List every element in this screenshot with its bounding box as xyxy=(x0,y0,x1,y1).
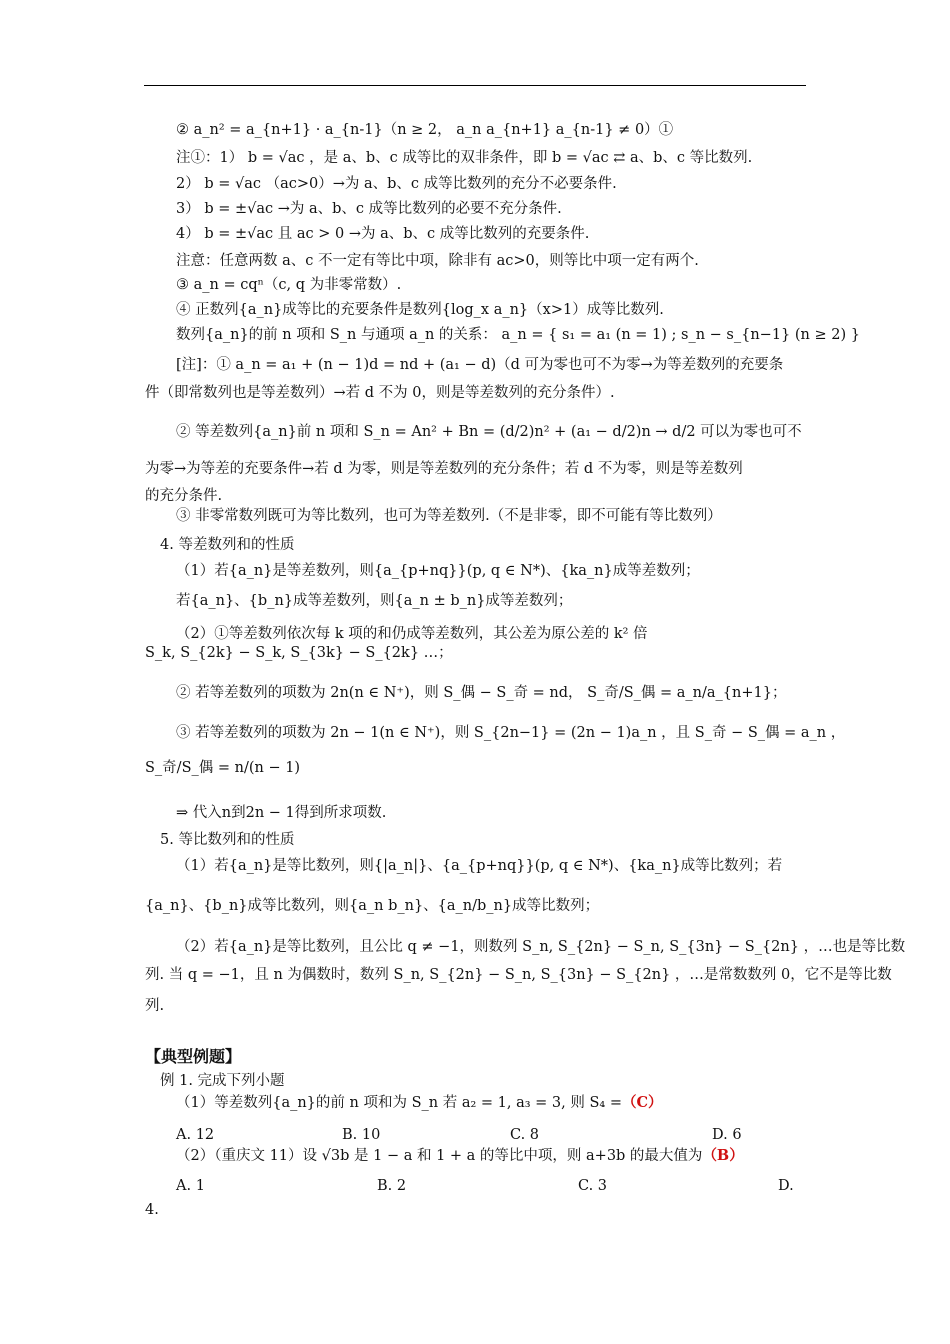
section-heading: 4. 等差数列和的性质 xyxy=(160,537,295,553)
text-line: 3） b = ±√ac →为 a、b、c 成等比数列的必要不充分条件. xyxy=(176,201,562,217)
text-line: {a_n}、{b_n}成等比数列，则{a_n b_n}、{a_n/b_n}成等比数列； xyxy=(145,898,600,914)
text-line: 为零→为等差的充要条件→若 d 为零，则是等差数列的充分条件；若 d 不为零，则是等差数列 xyxy=(145,461,743,477)
question-2 xyxy=(176,1146,744,1166)
text-line: ② a_n² = a_{n+1} · a_{n-1}（n ≥ 2， a_n a_{n+1} a_{n-1} ≠ 0）① xyxy=(176,122,674,138)
option-d-wrap: 4. xyxy=(145,1202,159,1218)
question-1 xyxy=(176,1093,663,1113)
text-line: 数列{a_n}的前 n 项和 S_n 与通项 a_n 的关系： a_n = { s₁ = a₁ (n = 1) ; s_n − s_{n−1} (n ≥ 2) } xyxy=(176,327,860,343)
header-rule xyxy=(144,85,806,86)
text-line: 4） b = ±√ac 且 ac > 0 →为 a、b、c 成等比数列的充要条件. xyxy=(176,226,590,242)
text-line: ③ 若等差数列的项数为 2n − 1(n ∈ N⁺)，则 S_{2n−1} = (2n − 1)a_n ，且 S_奇 − S_偶 = a_n ， xyxy=(176,725,846,741)
question-2-answer: （B） xyxy=(702,1147,744,1164)
example-title: 例 1. 完成下列小题 xyxy=(160,1073,285,1089)
section-heading: 5. 等比数列和的性质 xyxy=(160,832,295,848)
text-line: 列. xyxy=(145,998,165,1014)
text-line: ② 等差数列{a_n}前 n 项和 S_n = An² + Bn = (d/2)n² + (a₁ − d/2)n → d/2 可以为零也可不 xyxy=(176,424,802,440)
text-line: S_奇/S_偶 = n/(n − 1) xyxy=(145,760,301,776)
text-line: 的充分条件. xyxy=(145,488,223,504)
option-b: B. 2 xyxy=(377,1178,407,1194)
option-c: C. 3 xyxy=(578,1178,608,1194)
text-line: （1）若{a_n}是等差数列，则{a_{p+nq}}(p, q ∈ N*)、{ka_n}成等差数列； xyxy=(176,563,700,579)
examples-heading: 【典型例题】 xyxy=(145,1047,242,1066)
text-line: ③ 非零常数列既可为等比数列，也可为等差数列.（不是非零，即不可能有等比数列） xyxy=(176,508,722,524)
question-2-text: （2）（重庆文 11）设 √3b 是 1 − a 和 1 + a 的等比中项，则 a+3b 的最大值为 xyxy=(176,1148,703,1164)
option-a: A. 12 xyxy=(176,1127,215,1143)
text-line: ④ 正数列{a_n}成等比的充要条件是数列{log_x a_n}（x>1）成等比数列. xyxy=(176,302,664,318)
question-1-answer: （C） xyxy=(621,1094,663,1111)
text-line: 列. 当 q = −1，且 n 为偶数时，数列 S_n, S_{2n} − S_n, S_{3n} − S_{2n} ，…是常数数列 0，它不是等比数 xyxy=(145,967,892,983)
text-line: 若{a_n}、{b_n}成等差数列，则{a_n ± b_n}成等差数列； xyxy=(176,593,573,609)
text-line: ⇒ 代入n到2n − 1得到所求项数. xyxy=(176,805,387,821)
text-line: 2） b = √ac （ac>0）→为 a、b、c 成等比数列的充分不必要条件. xyxy=(176,176,617,192)
text-line: ② 若等差数列的项数为 2n(n ∈ N⁺)，则 S_偶 − S_奇 = nd， S_奇/S_偶 = a_n/a_{n+1}； xyxy=(176,685,787,701)
option-d: D. 6 xyxy=(712,1127,742,1143)
text-line: S_k, S_{2k} − S_k, S_{3k} − S_{2k} …； xyxy=(145,645,453,661)
text-line: （1）若{a_n}是等比数列，则{|a_n|}、{a_{p+nq}}(p, q ∈ N*)、{ka_n}成等比数列；若 xyxy=(176,858,783,874)
option-d: D. xyxy=(778,1178,794,1194)
text-line: [注]：① a_n = a₁ + (n − 1)d = nd + (a₁ − d)（d 可为零也可不为零→为等差数列的充要条 xyxy=(176,357,784,373)
text-line: 注意：任意两数 a、c 不一定有等比中项，除非有 ac>0，则等比中项一定有两个. xyxy=(176,253,699,269)
question-1-text: （1）等差数列{a_n}的前 n 项和为 S_n 若 a₂ = 1, a₃ = 3, 则 S₄ = xyxy=(176,1095,622,1111)
text-line: ③ a_n = cqⁿ（c, q 为非零常数）. xyxy=(176,277,402,293)
option-c: C. 8 xyxy=(510,1127,540,1143)
text-line: （2）①等差数列依次每 k 项的和仍成等差数列，其公差为原公差的 k² 倍 xyxy=(176,626,648,642)
option-a: A. 1 xyxy=(176,1178,205,1194)
text-line: 件（即常数列也是等差数列）→若 d 不为 0，则是等差数列的充分条件）. xyxy=(145,385,615,401)
text-line: （2）若{a_n}是等比数列，且公比 q ≠ −1，则数列 S_n, S_{2n} − S_n, S_{3n} − S_{2n} ，…也是等比数 xyxy=(176,939,906,955)
option-b: B. 10 xyxy=(342,1127,381,1143)
text-line: 注①：1） b = √ac ，是 a、b、c 成等比的双非条件，即 b = √ac ⇄ a、b、c 等比数列. xyxy=(176,150,753,166)
